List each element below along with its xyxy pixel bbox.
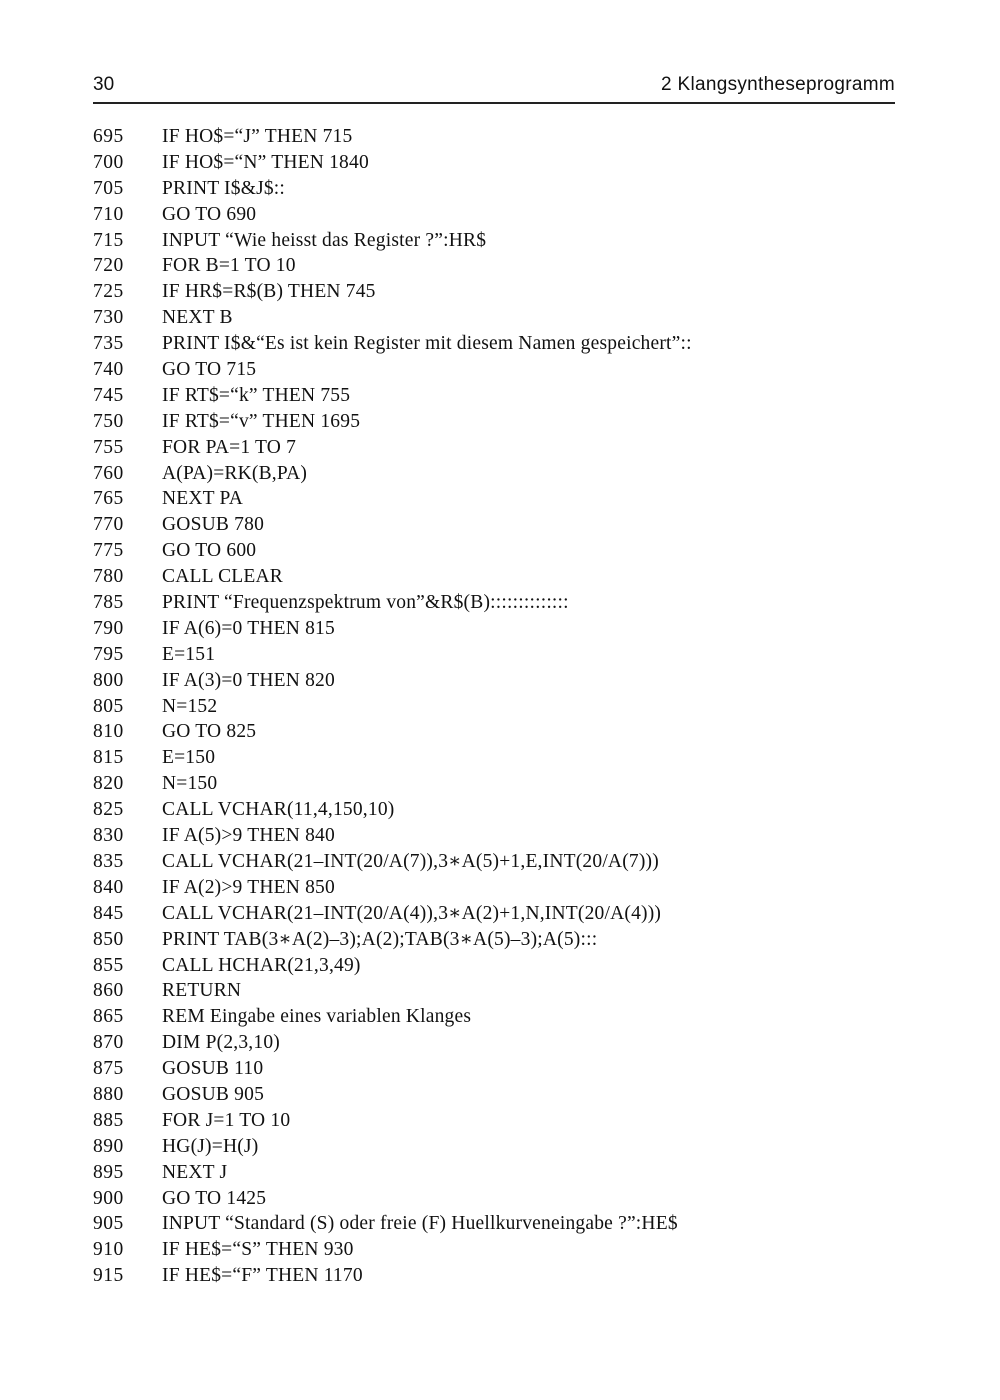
line-number: 725 [93,281,124,303]
code-line [93,745,913,771]
code-line [93,642,913,668]
code-statement: IF HO$=“N” THEN 1840 [162,151,369,173]
code-statement: IF RT$=“v” THEN 1695 [162,410,361,432]
program-listing [93,124,913,1289]
code-line [93,176,913,202]
code-statement: IF HR$=R$(B) THEN 745 [162,281,376,303]
line-number: 695 [93,126,124,147]
code-statement: CALL VCHAR(21–INT(20/A(4)),3∗A(2)+1,N,INT(20/A(4))) [162,902,662,924]
line-number: 865 [93,1006,124,1028]
page-header [93,72,895,104]
line-number: 820 [93,773,124,795]
code-line [93,771,913,797]
code-line [93,953,913,979]
code-statement: N=152 [162,695,218,717]
page-number: 30 [93,74,115,95]
code-statement: GO TO 715 [162,359,257,381]
code-statement: FOR J=1 TO 10 [162,1109,291,1131]
code-line [93,512,913,538]
line-number: 740 [93,359,124,381]
code-statement: REM Eingabe eines variablen Klanges [162,1006,472,1028]
code-statement: DIM P(2,3,10) [162,1032,280,1054]
code-line [93,1134,913,1160]
line-number: 770 [93,514,124,536]
line-number: 775 [93,540,124,562]
code-statement: CALL CLEAR [162,566,283,588]
code-statement: NEXT PA [162,488,244,510]
line-number: 885 [93,1109,124,1131]
code-statement: NEXT B [162,307,233,329]
code-line [93,590,913,616]
code-line [93,357,913,383]
line-number: 715 [93,229,124,251]
code-statement: E=150 [162,747,216,769]
code-statement: CALL VCHAR(21–INT(20/A(7)),3∗A(5)+1,E,INT(20/A(7))) [162,850,659,872]
code-line [93,124,913,150]
line-number: 850 [93,928,124,950]
code-statement: GO TO 690 [162,203,257,225]
code-line [93,1004,913,1030]
code-line [93,849,913,875]
line-number: 900 [93,1187,124,1209]
line-number: 890 [93,1135,124,1157]
line-number: 905 [93,1213,124,1235]
code-line [93,228,913,254]
code-line [93,564,913,590]
line-number: 765 [93,488,124,510]
code-statement: IF A(5)>9 THEN 840 [162,825,335,847]
line-number: 870 [93,1032,124,1054]
line-number: 835 [93,850,124,872]
code-line [93,875,913,901]
code-statement: GO TO 600 [162,540,257,562]
code-statement: IF A(6)=0 THEN 815 [162,617,335,639]
code-statement: RETURN [162,980,242,1002]
code-statement: PRINT “Frequenzspektrum von”&R$(B):::::::::::::: [162,592,569,614]
code-line [93,1030,913,1056]
code-statement: GO TO 825 [162,721,257,743]
code-line [93,797,913,823]
code-line [93,1160,913,1186]
code-statement: IF HO$=“J” THEN 715 [162,126,353,147]
line-number: 840 [93,876,124,898]
code-statement: E=151 [162,643,216,665]
line-number: 800 [93,669,124,691]
line-number: 760 [93,462,124,484]
code-line [93,901,913,927]
code-statement: INPUT “Standard (S) oder freie (F) Huellkurveneingabe ?”:HE$ [162,1213,678,1235]
code-statement: PRINT TAB(3∗A(2)–3);A(2);TAB(3∗A(5)–3);A(5)::: [162,928,598,950]
code-line [93,1186,913,1212]
code-line [93,202,913,228]
code-statement: FOR PA=1 TO 7 [162,436,297,458]
code-line [93,435,913,461]
line-number: 825 [93,799,124,821]
line-number: 875 [93,1058,124,1080]
code-line [93,719,913,745]
code-statement: FOR B=1 TO 10 [162,255,296,277]
code-statement: GOSUB 905 [162,1083,265,1105]
line-number: 845 [93,902,124,924]
line-number: 705 [93,177,124,199]
code-statement: IF HE$=“S” THEN 930 [162,1239,354,1261]
line-number: 785 [93,592,124,614]
code-line [93,823,913,849]
code-line [93,383,913,409]
line-number: 745 [93,384,124,406]
code-statement: IF HE$=“F” THEN 1170 [162,1265,363,1287]
code-line [93,668,913,694]
code-statement: IF RT$=“k” THEN 755 [162,384,351,406]
code-statement: A(PA)=RK(B,PA) [162,462,308,484]
line-number: 895 [93,1161,124,1183]
code-statement: IF A(3)=0 THEN 820 [162,669,335,691]
code-statement: GO TO 1425 [162,1187,267,1209]
code-line [93,1056,913,1082]
line-number: 720 [93,255,124,277]
line-number: 880 [93,1083,124,1105]
code-line [93,538,913,564]
line-number: 790 [93,617,124,639]
line-number: 750 [93,410,124,432]
line-number: 730 [93,307,124,329]
code-statement: CALL HCHAR(21,3,49) [162,954,361,976]
code-statement: GOSUB 780 [162,514,265,536]
code-line [93,694,913,720]
line-number: 830 [93,825,124,847]
line-number: 700 [93,151,124,173]
code-statement: HG(J)=H(J) [162,1135,259,1157]
code-statement: NEXT J [162,1161,228,1183]
code-line [93,978,913,1004]
code-statement: INPUT “Wie heisst das Register ?”:HR$ [162,229,487,251]
code-line [93,253,913,279]
line-number: 735 [93,333,124,355]
line-number: 805 [93,695,124,717]
line-number: 710 [93,203,124,225]
code-line [93,305,913,331]
code-line [93,409,913,435]
line-number: 755 [93,436,124,458]
code-statement: N=150 [162,773,218,795]
line-number: 910 [93,1239,124,1261]
line-number: 810 [93,721,124,743]
code-line [93,616,913,642]
code-line [93,1211,913,1237]
code-line [93,1082,913,1108]
code-line [93,150,913,176]
code-line [93,331,913,357]
line-number: 855 [93,954,124,976]
code-line [93,1237,913,1263]
code-line [93,486,913,512]
line-number: 860 [93,980,124,1002]
chapter-title: 2 Klangsyntheseprogramm [661,74,895,95]
code-statement: CALL VCHAR(11,4,150,10) [162,799,395,821]
line-number: 915 [93,1265,124,1287]
line-number: 815 [93,747,124,769]
code-line [93,1108,913,1134]
code-line [93,1263,913,1289]
code-statement: GOSUB 110 [162,1058,264,1080]
line-number: 795 [93,643,124,665]
code-line [93,461,913,487]
code-statement: IF A(2)>9 THEN 850 [162,876,335,898]
code-line [93,279,913,305]
code-line [93,927,913,953]
code-statement: PRINT I$&“Es ist kein Register mit diesem Namen gespeichert”:: [162,333,692,355]
line-number: 780 [93,566,124,588]
code-statement: PRINT I$&J$:: [162,177,286,199]
